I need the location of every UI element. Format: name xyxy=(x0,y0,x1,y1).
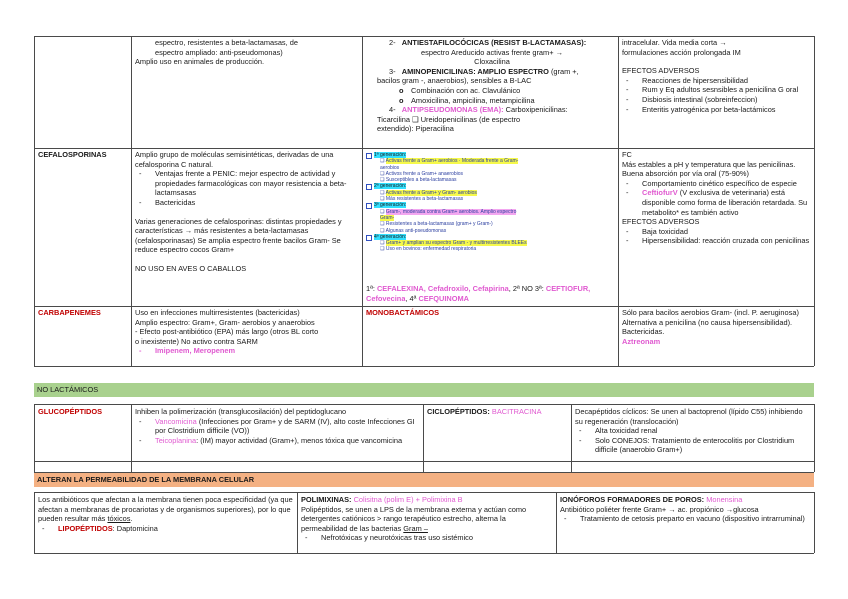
drug-name: Aztreonam xyxy=(622,336,661,346)
generation-sub: ❑ Activas frente a Gram+ aerobios · Moderada frente a Gram- xyxy=(380,158,519,165)
col-divider xyxy=(814,492,815,553)
generation-sub: aerobios xyxy=(380,164,400,171)
text-line: Decapéptidos cíclicos: Se unen al bactoprenol (lípido C55) inhibiendo su regeneración (translocación) xyxy=(575,407,803,426)
no-use-note: NO USO EN AVES O CABALLOS xyxy=(135,263,247,273)
adverse-heading: EFECTOS ADVERSOS xyxy=(622,66,700,76)
polimixinas-cell xyxy=(298,494,556,553)
membrana-band: ALTERAN LA PERMEABILIDAD DE LA MEMBRANA CELULAR xyxy=(34,473,814,487)
generation-sub: ❑ Susceptibles a beta-lactamasas xyxy=(380,177,457,184)
table-border xyxy=(34,553,814,554)
list-item: - Reacciones de hipersensibilidad xyxy=(622,76,811,86)
list-item: - Baja toxicidad xyxy=(622,227,811,237)
generation-sub: ❑ Uso en bovinos: enfermedad respiratoria xyxy=(380,246,477,253)
ciclopeptidos-description xyxy=(572,406,814,462)
text-line: Amplio espectro: Gram+, Gram- aerobios y anaerobios xyxy=(135,317,315,327)
text-line: - Efecto post-antibiótico (EPA) más largo (otros BL corto xyxy=(135,327,319,337)
text-line: FC xyxy=(622,150,632,159)
text-line: Amplio grupo de moléculas semisintéticas, derivadas de una cefalosporina C natural. xyxy=(135,150,334,169)
carbapenemes-label: CARBAPENEMES xyxy=(38,308,101,317)
text-line: intracelular. Vida media corta → xyxy=(622,38,727,47)
generation-title: 3ª generación: xyxy=(366,202,616,208)
ciclopeptidos-label: CICLOPÉPTIDOS: BACITRACINA xyxy=(427,407,542,416)
table-bottom-border xyxy=(34,366,814,367)
item-4-desc: extendido): Piperacilina xyxy=(377,124,454,134)
generation-sub: ❑ Resistentes a beta-lactamasas (gram+ y Gram-) xyxy=(380,221,493,228)
generation-sub: ❑ Gram+ y amplian su espectro Gram - y multirresistentes BLEEs xyxy=(380,240,527,247)
drug-list: - Imipenem, Meropenem xyxy=(135,346,359,356)
text-line: Sólo para bacilos aerobios Gram- (incl. P. aeruginosa) Alternativa a penicilina (no causa hipersensibilidad). Bactericidas. xyxy=(622,308,799,337)
monobactamicos-label: MONOBACTÁMICOS xyxy=(366,308,440,317)
generation-sub: ❑ Algunas anti-pseudomonas xyxy=(380,227,447,234)
item-2-desc: espectro Areducido activas frente gram+ → xyxy=(421,47,563,57)
list-item: - Alta toxicidad renal xyxy=(575,426,811,436)
text-line: Uso en infecciones multirresistentes (bactericidas) xyxy=(135,308,300,317)
penicillin-continued-text xyxy=(132,37,362,147)
list-item: - Ventajas frente a PENIC: mejor espectro de actividad y propiedades farmacológicas con mayor resistencia a beta-lactamsasas xyxy=(135,169,359,198)
item-3: 3- AMINOPENICILINAS: AMPLIO ESPECTRO (gram +, xyxy=(389,66,579,76)
col-divider xyxy=(814,36,815,366)
list-item: - Teicoplanina: (IM) mayor actividad (Gram+), menos tóxica que vancomicina xyxy=(135,436,420,446)
text-line: o inexistente) No activo contra SARM xyxy=(135,336,258,346)
generation-sub: ❑ Más resistentes a beta-lactamasas xyxy=(380,196,464,203)
item-4-desc: Ticarcilina ❑ Ureidopenicilinas (de espectro xyxy=(377,114,521,124)
glucopeptidos-label: GLUCOPÉPTIDOS xyxy=(38,407,103,416)
list-item: - CeftiofurV (V exclusiva de veterinaria) está disponible como forma de liberación retardada. Su metabolito* es también activo xyxy=(622,188,811,217)
generation-title: 4ª generación: xyxy=(366,234,616,240)
no-lactamicos-band: NO LACTÁMICOS xyxy=(34,383,814,397)
text-line: Amplio uso en animales de producción. xyxy=(135,57,265,67)
ionoforos-title: IONÓFOROS FORMADORES DE POROS: Monensina xyxy=(560,495,743,504)
ionoforos-cell xyxy=(557,494,814,553)
generation-title: 2ª generación: xyxy=(366,183,616,189)
text-line: espectro ampliado: anti-pseudomonas) xyxy=(155,47,283,57)
text-line: espectro, resistentes a beta-lactamasas, de xyxy=(155,38,298,47)
generation-sub: ❑ Activos frente a Gram+ anaerobios xyxy=(380,170,464,177)
text-line: Inhiben la polimerización (transglucosilación) del peptidoglucano xyxy=(135,407,347,416)
list-item: - Solo CONEJOS: Tratamiento de enterocolitis por Clostridium difficile (anaerobio Gram+) xyxy=(575,436,811,455)
col-divider xyxy=(814,404,815,472)
text-line: Antibiótico poliéter frente Gram+ → ac. propiónico →glucosa xyxy=(560,504,759,514)
item-3-desc: bacilos gram -, anaerobios), sensibles a B-LAC xyxy=(377,76,532,86)
membrana-intro xyxy=(35,494,297,553)
cefalosporinas-drugs xyxy=(363,283,618,306)
item-3-sub: o Amoxicilina, ampicilina, metampicilina xyxy=(369,96,615,106)
table-border xyxy=(34,404,814,405)
cefalosporinas-pk xyxy=(619,149,814,306)
drug-list: 1ª: CEFALEXINA, Cefadroxilo, Cefapirina, 2ª NO 3ª: CEFTIOFUR, Cefovecina, 4ª CEFQUINOMA xyxy=(366,284,591,303)
glucopeptidos-description xyxy=(132,406,423,462)
generation-sub: Gram- xyxy=(380,214,395,221)
generation-sub: ❑ Gram-, moderada contra Gram+ aerobios. Amplio espectro xyxy=(380,208,517,215)
carbapenemes-description xyxy=(132,307,362,366)
list-item: - Comportamiento cinético específico de especie xyxy=(622,179,811,189)
item-3-sub: o Combinación con ac. Clavulánico xyxy=(369,86,615,96)
polimixinas-title: POLIMIXINAS: Colisitna (polim E) + Polimixina B xyxy=(301,495,463,504)
list-item: - Disbiosis intestinal (sobreinfeccion) xyxy=(622,95,811,105)
item-2: 2- ANTIESTAFILOCÓCICAS (RESIST B-LACTAMASAS): xyxy=(389,38,587,47)
text-line: Varias generaciones de cefalosporinas: distintas propiedades y características → más resistentes a beta-lactamasas (cefalosporinasas) Se amplia espectro frente bacilos Gram- Se reduce espectro cocos Gram+ xyxy=(135,216,342,255)
list-item: - Enteritis yatrogénica por beta-lactámicos xyxy=(622,105,811,115)
list-item: - Bactericidas xyxy=(135,198,359,208)
list-item: - Rum y Eq adultos sesnsibles a penicilina G oral xyxy=(622,85,811,95)
list-item: - Hipersensibilidad: reacción cruzada con penicilinas xyxy=(622,236,811,246)
list-item: - Nefrotóxicas y neurotóxicas tras uso sistémico xyxy=(301,533,553,543)
table-border xyxy=(34,492,814,493)
item-4: 4- ANTIPSEUDOMONAS (EMA): Carboxipenicilinas: xyxy=(389,105,568,115)
penicillin-pk-adverse xyxy=(619,37,814,147)
generation-title: 1ª generación: xyxy=(366,152,616,158)
generations-box xyxy=(366,152,616,278)
cefalosporinas-label: CEFALOSPORINAS xyxy=(38,150,107,159)
list-item: - Tratamiento de cetosis preparto en vacuno (dispositivo intrarruminal) xyxy=(560,514,811,524)
text-line: Polipéptidos, se unen a LPS de la membrana externa y actúan como detergentes catiónicos > rango terapéutico estrecho, alterna la permeabilidad de las bacterias Gram – xyxy=(301,504,527,533)
generation-sub: ❑ Activas frente a Gram+ y Gram- aerobios xyxy=(380,189,477,196)
list-item: - LIPOPÉPTIDOS: Daptomicina xyxy=(38,524,294,534)
text-line: Más estables a pH y temperatura que las penicilinas. Buena absorción por vía oral (75-90%) xyxy=(622,159,796,179)
cefalosporinas-description xyxy=(132,149,362,306)
text-line: formulaciones acción prolongada IM xyxy=(622,47,741,57)
penicillin-types-list xyxy=(363,37,618,147)
monobactamicos-description xyxy=(619,307,814,366)
text-line: Los antibióticos que afectan a la membrana tienen poca especificidad (ya que afectan a membranas de procariotas y de organismos superiores), por lo que pueden resultar más tóxicos. xyxy=(38,495,293,524)
adverse-heading: EFECTOS ADVERSOS xyxy=(622,217,700,227)
item-2-drug: Cloxacilina xyxy=(474,57,510,67)
list-item: - Vancomicina (Infecciones por Gram+ y de SARM (IV), alto coste Infecciones GI por Clostridium difficile (VO)) xyxy=(135,417,420,436)
